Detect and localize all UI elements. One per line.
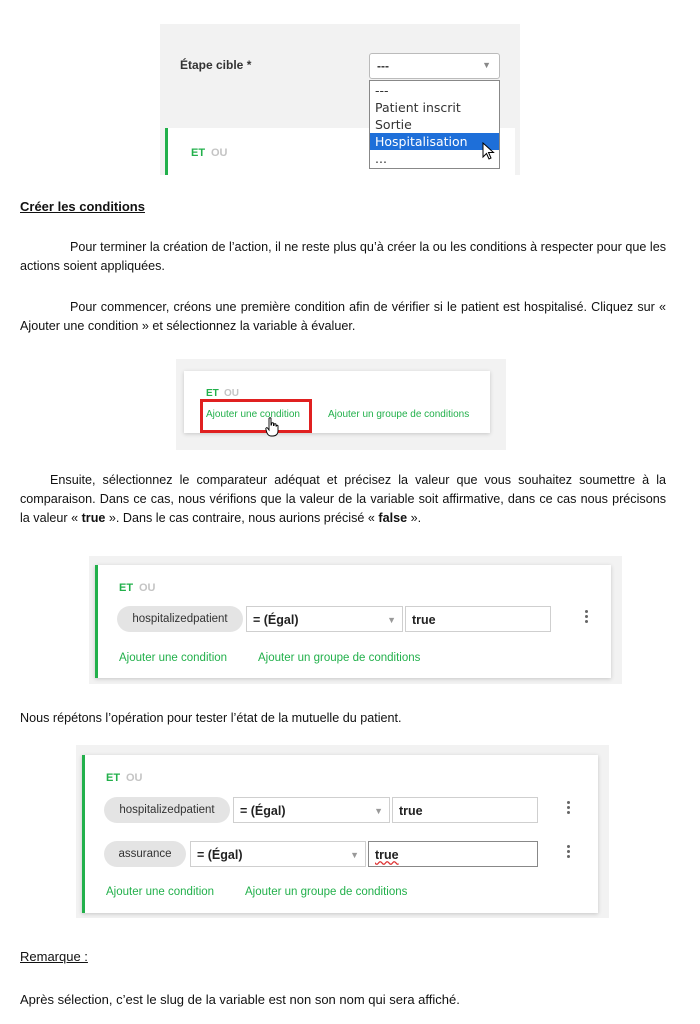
- or-toggle[interactable]: OU: [224, 388, 239, 399]
- condition-card: [82, 755, 598, 913]
- condition-card: [95, 565, 611, 678]
- highlight-box: [200, 399, 312, 433]
- add-condition-link[interactable]: Ajouter une condition: [119, 652, 228, 664]
- paragraph-2: Pour commencer, créons une première condition afin de vérifier si le patient est hospitalisé. Cliquez sur « Ajouter une condition » et sélectionnez la variable à évaluer.: [20, 300, 666, 333]
- and-toggle[interactable]: ET: [206, 388, 219, 399]
- and-toggle[interactable]: ET: [191, 147, 206, 159]
- more-options-icon[interactable]: [567, 801, 571, 816]
- option-hospitalisation[interactable]: Hospitalisation: [370, 133, 499, 150]
- step-target-label: Étape cible *: [180, 58, 252, 72]
- comparator-select[interactable]: [246, 606, 403, 632]
- add-condition-link[interactable]: Ajouter une condition: [106, 886, 215, 898]
- condition-block-bar: [165, 128, 168, 175]
- add-condition-group-link[interactable]: Ajouter un groupe de conditions: [328, 409, 470, 420]
- comparator-value: = (Égal): [240, 804, 286, 818]
- or-toggle[interactable]: OU: [211, 147, 228, 159]
- heading-create-conditions: Créer les conditions: [20, 199, 145, 214]
- screenshot-two-conditions: [76, 745, 609, 918]
- option-more[interactable]: ...: [375, 151, 387, 166]
- value-input[interactable]: true: [368, 841, 538, 867]
- or-toggle[interactable]: OU: [126, 772, 143, 784]
- chevron-down-icon: ▼: [350, 850, 359, 860]
- hand-cursor-icon: [265, 417, 279, 437]
- paragraph-1: Pour terminer la création de l’action, il ne reste plus qu’à créer la ou les conditions à respecter pour que les actions soient appliquées.: [20, 240, 666, 273]
- comparator-select[interactable]: [233, 797, 390, 823]
- or-toggle[interactable]: OU: [139, 582, 156, 594]
- paragraph-5: Après sélection, c’est le slug de la variable est non son nom qui sera affiché.: [20, 992, 460, 1007]
- and-toggle[interactable]: ET: [106, 772, 121, 784]
- variable-chip[interactable]: hospitalizedpatient: [117, 606, 243, 632]
- chevron-down-icon: ▼: [374, 806, 383, 816]
- chevron-down-icon: ▼: [387, 615, 396, 625]
- add-condition-link[interactable]: Ajouter une condition: [206, 409, 300, 420]
- comparator-value: = (Égal): [253, 613, 299, 627]
- comparator-value: = (Égal): [197, 848, 243, 862]
- condition-block-bar: [95, 565, 98, 678]
- more-options-icon[interactable]: [585, 610, 589, 625]
- screenshot-step-target: [160, 24, 520, 175]
- heading-remark: Remarque :: [20, 949, 88, 964]
- mouse-pointer-icon: [482, 142, 496, 160]
- more-options-icon[interactable]: [567, 845, 571, 860]
- value-input[interactable]: true: [392, 797, 538, 823]
- add-condition-group-link[interactable]: Ajouter un groupe de conditions: [245, 886, 408, 898]
- value-input[interactable]: true: [405, 606, 551, 632]
- step-target-select-value: ---: [377, 59, 389, 73]
- paragraph-4: Nous répétons l’opération pour tester l’état de la mutuelle du patient.: [20, 711, 402, 725]
- condition-block-bar: [82, 755, 85, 913]
- screenshot-single-condition: [89, 556, 622, 684]
- option-patient-inscrit[interactable]: Patient inscrit: [375, 100, 461, 115]
- and-toggle[interactable]: ET: [119, 582, 134, 594]
- paragraph-3: Ensuite, sélectionnez le comparateur adéquat et précisez la valeur que vous souhaitez soumettre à la comparaison. Dans ce cas, nous vérifions que la valeur de la variable soit affirmative, dans ce cas nous précisons la valeur « true ». Dans le cas contraire, nous aurions précisé « false ».: [20, 473, 666, 525]
- chevron-down-icon: ▼: [482, 60, 491, 70]
- variable-chip[interactable]: assurance: [104, 841, 186, 867]
- option-empty[interactable]: ---: [375, 83, 389, 98]
- step-target-dropdown-list: [369, 80, 500, 169]
- option-sortie[interactable]: Sortie: [375, 117, 412, 132]
- variable-chip[interactable]: hospitalizedpatient: [104, 797, 230, 823]
- screenshot-add-condition: [176, 359, 506, 450]
- comparator-select[interactable]: [190, 841, 366, 867]
- step-target-select[interactable]: [369, 53, 500, 79]
- add-condition-group-link[interactable]: Ajouter un groupe de conditions: [258, 652, 421, 664]
